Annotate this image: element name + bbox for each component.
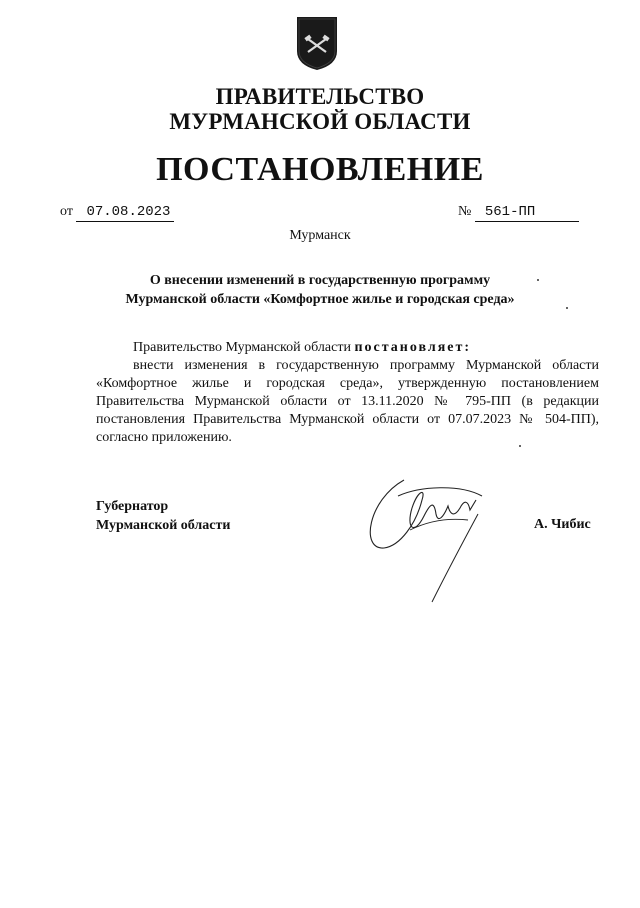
scan-speck — [566, 307, 568, 309]
city-name: Мурманск — [289, 228, 351, 243]
intro-text: Правительство Мурманской области — [133, 340, 355, 355]
scan-speck — [537, 279, 539, 281]
number-line — [458, 203, 579, 222]
number-prefix: № — [458, 204, 472, 219]
resolution-paragraph: внести изменения в государственную программу Мурманской области «Комфортное жилье и городская среда», утвержденную постановлением Правительства Мурманской области от 13.11.2020 № 795-ПП (в редакции постановления Правительства Мурманской области от 07.07.2023 № 504-ПП), согласно приложению. — [96, 358, 599, 445]
number-value: 561-ПП — [475, 203, 579, 222]
resolution-intro — [133, 339, 471, 357]
document-subject — [0, 271, 640, 309]
government-title-line2: МУРМАНСКОЙ ОБЛАСТИ — [169, 109, 471, 134]
date-line — [60, 203, 174, 222]
handwritten-signature — [360, 470, 510, 610]
date-value: 07.08.2023 — [76, 203, 174, 222]
position-line2: Мурманской области — [96, 518, 231, 533]
coat-of-arms-icon — [295, 15, 339, 71]
government-title — [0, 84, 640, 134]
scan-speck — [519, 445, 521, 447]
signer-name: А. Чибис — [534, 517, 591, 532]
date-prefix: от — [60, 204, 73, 219]
position-line1: Губернатор — [96, 499, 169, 514]
government-title-line1: ПРАВИТЕЛЬСТВО — [215, 84, 425, 109]
subject-line2: Мурманской области «Комфортное жилье и городская среда» — [125, 292, 515, 307]
document-type-heading: ПОСТАНОВЛЕНИЕ — [156, 151, 484, 188]
intro-resolves: постановляет: — [354, 340, 472, 355]
subject-line1: О внесении изменений в государственную программу — [149, 273, 491, 288]
signatory-position — [96, 497, 230, 535]
